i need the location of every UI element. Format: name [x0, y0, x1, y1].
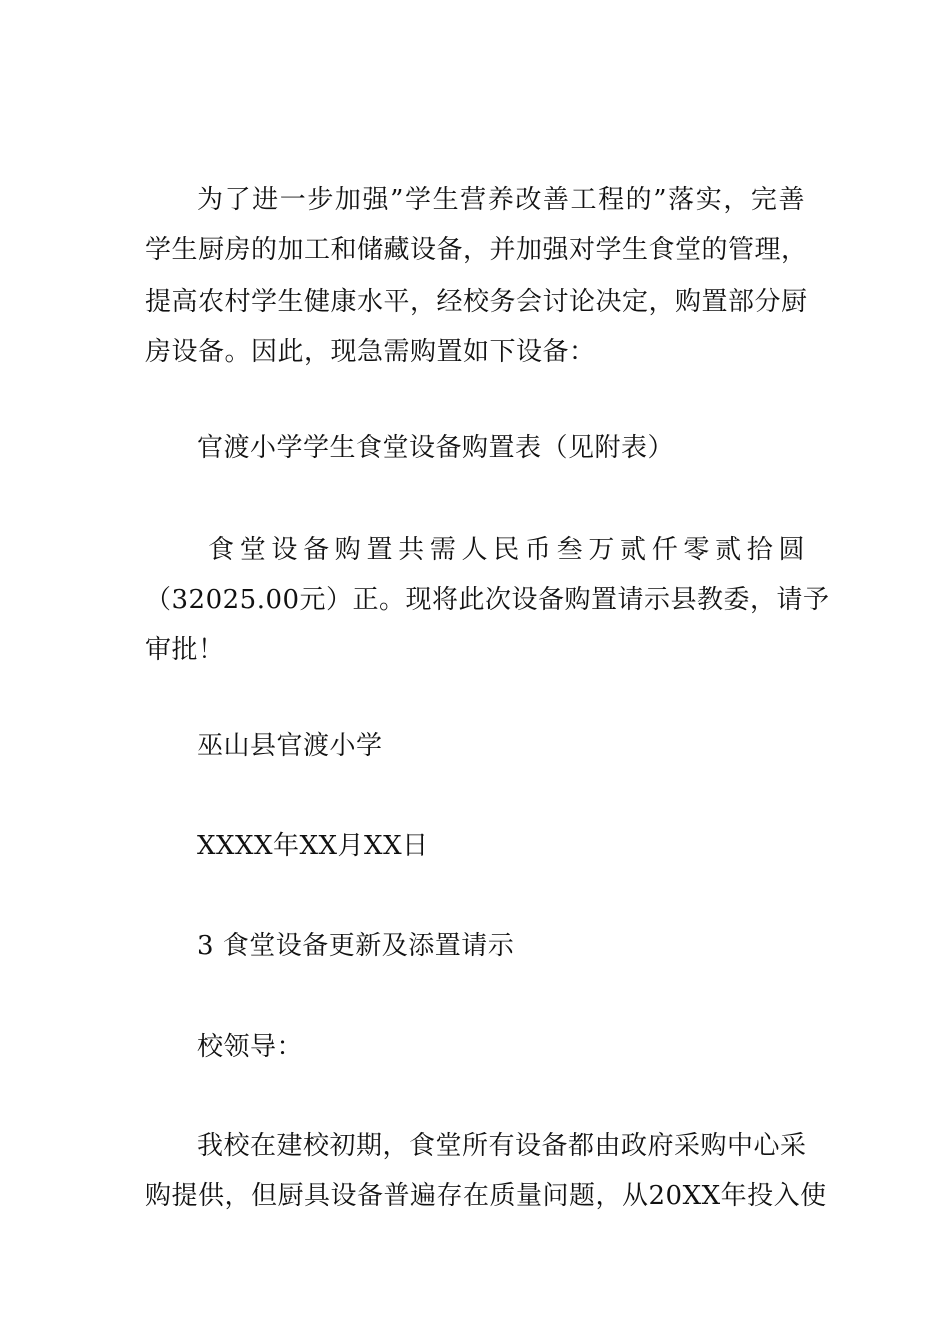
paragraph-1-line-2: 学生厨房的加工和储藏设备，并加强对学生食堂的管理，	[145, 235, 808, 265]
salutation: 校领导：	[197, 1032, 304, 1062]
signature-school: 巫山县官渡小学	[197, 731, 383, 761]
paragraph-1-line-1: 为了进一步加强”学生营养改善工程的”落实，完善	[197, 185, 805, 215]
paragraph-2-line-3: 审批！	[145, 635, 225, 665]
paragraph-1-line-4: 房设备。因此，现急需购置如下设备：	[145, 337, 596, 367]
section-title: 3 食堂设备更新及添置请示	[197, 931, 515, 961]
paragraph-2-line-1: 食堂设备购置共需人民币叁万贰仟零贰拾圆	[208, 535, 805, 565]
paragraph-3-line-1: 我校在建校初期，食堂所有设备都由政府采购中心采	[197, 1131, 807, 1161]
table-reference: 官渡小学学生食堂设备购置表（见附表）	[197, 433, 675, 463]
signature-date: XXXX年XX月XX日	[197, 831, 429, 861]
paragraph-1-line-3: 提高农村学生健康水平，经校务会讨论决定，购置部分厨	[145, 287, 808, 317]
paragraph-2-line-2: （32025.00元）正。现将此次设备购置请示县教委，请予	[145, 585, 830, 615]
paragraph-3-line-2: 购提供，但厨具设备普遍存在质量问题，从20XX年投入使	[145, 1181, 827, 1211]
